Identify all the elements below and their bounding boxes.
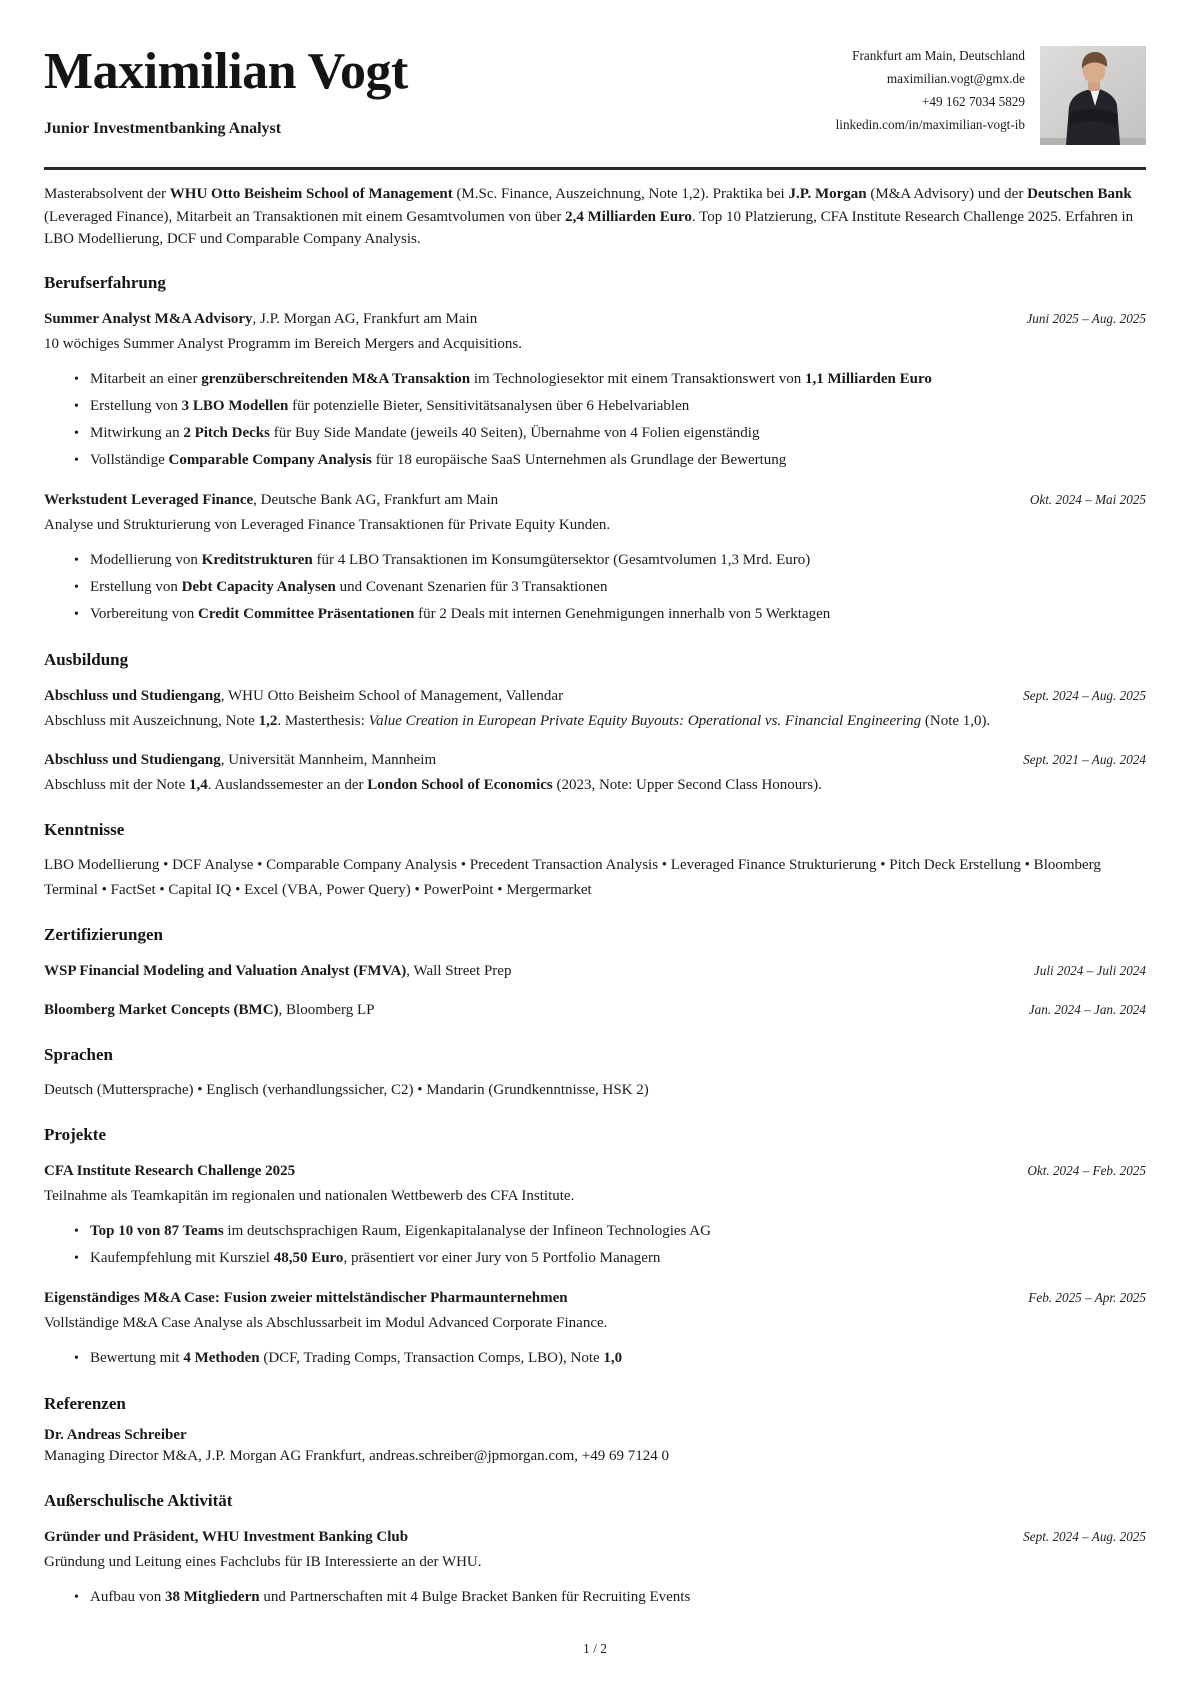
bullet-item: • Aufbau von 38 Mitgliedern und Partnerschaften mit 4 Bulge Bracket Banken für Recruiting Events [74,1584,1146,1611]
section-projects [44,1123,1146,1372]
entry-title: Summer Analyst M&A Advisory, J.P. Morgan AG, Frankfurt am Main [44,310,478,327]
entry-head [44,997,1146,1023]
entry-head [44,1285,1146,1311]
entry-title: Abschluss und Studiengang, WHU Otto Beisheim School of Management, Vallendar [44,687,564,704]
section-heading-references: Referenzen [44,1393,126,1413]
entry-title: CFA Institute Research Challenge 2025 [44,1162,296,1179]
entry-head [44,306,1146,332]
bullet-item: • Vollständige Comparable Company Analysis für 18 europäische SaaS Unternehmen als Grundlage der Bewertung [74,447,1146,474]
entry-head [44,487,1146,513]
languages-list: Deutsch (Muttersprache) • Englisch (verhandlungssicher, C2) • Mandarin (Grundkenntnisse, HSK 2) [44,1081,649,1098]
education-entry [44,747,1146,798]
bullet-item: • Erstellung von 3 LBO Modellen für potenzielle Bieter, Sensitivitätsanalysen über 6 Hebelvariablen [74,393,1146,420]
entry-head [44,1158,1146,1184]
section-heading-languages: Sprachen [44,1044,113,1064]
education-entry [44,683,1146,734]
entry-date: Okt. 2024 – Feb. 2025 [1027,1162,1146,1178]
entry-date: Okt. 2024 – Mai 2025 [1029,491,1146,507]
entry-subtitle: Analyse und Strukturierung von Leveraged Finance Transaktionen für Private Equity Kunden. [44,516,611,533]
contact-linkedin: linkedin.com/in/maximilian-vogt-ib [835,117,1025,132]
bullet-item: • Modellierung von Kreditstrukturen für 4 LBO Transaktionen im Konsumgütersektor (Gesamtvolumen 1,3 Mrd. Euro) [74,547,1146,574]
bullet-list [44,1345,1146,1372]
bullet-item: • Top 10 von 87 Teams im deutschsprachigen Raum, Eigenkapitalanalyse der Infineon Technologies AG [74,1218,1146,1245]
bullet-item: • Erstellung von Debt Capacity Analysen und Covenant Szenarien für 3 Transaktionen [74,574,1146,601]
entry-date: Juni 2025 – Aug. 2025 [1026,310,1146,326]
entry-subtitle: Teilnahme als Teamkapitän im regionalen und nationalen Wettbewerb des CFA Institute. [44,1187,575,1204]
entry-subtitle: Gründung und Leitung eines Fachclubs für IB Interessierte an der WHU. [44,1553,482,1570]
section-skills [44,818,1146,903]
reference-name: Dr. Andreas Schreiber [44,1426,187,1443]
entry-subtitle: Abschluss mit Auszeichnung, Note 1,2. Masterthesis: Value Creation in European Private Equity Buyouts: Operational vs. Financial Engineering (Note 1,0). [44,712,991,729]
entry-title: Gründer und Präsident, WHU Investment Banking Club [44,1528,409,1545]
profile-photo [1040,46,1146,145]
activity-entry [44,1524,1146,1611]
entry-head [44,958,1146,984]
entry-title: Eigenständiges M&A Case: Fusion zweier mittelständischer Pharmaunternehmen [44,1289,568,1306]
section-heading-certifications: Zertifizierungen [44,924,163,944]
bullet-item: • Mitwirkung an 2 Pitch Decks für Buy Side Mandate (jeweils 40 Seiten), Übernahme von 4 Folien eigenständig [74,420,1146,447]
entry-date: Juli 2024 – Juli 2024 [1033,962,1146,978]
contact-block [836,38,1025,136]
section-activities [44,1489,1146,1611]
page-indicator: 1 / 2 [582,1641,607,1656]
header [44,38,1146,145]
section-heading-activities: Außerschulische Aktivität [44,1490,233,1510]
section-heading-skills: Kenntnisse [44,819,125,839]
identity-block [44,38,836,138]
skills-list: LBO Modellierung • DCF Analyse • Comparable Company Analysis • Precedent Transaction Analysis • Leveraged Finance Strukturierung • Pitch Deck Erstellung • Bloomberg Terminal • FactSet • Capital IQ • Excel (VBA, Power Query) • PowerPoint • Mergermarket [44,856,1101,898]
entry-date: Sept. 2021 – Aug. 2024 [1023,751,1146,767]
bullet-item: • Kaufempfehlung mit Kursziel 48,50 Euro, präsentiert vor einer Jury von 5 Portfolio Managern [74,1245,1146,1272]
contact-phone: +49 162 7034 5829 [921,94,1025,109]
entry-subtitle: Abschluss mit der Note 1,4. Auslandssemester an der London School of Economics (2023, Note: Upper Second Class Honours). [44,776,822,793]
reference-detail: Managing Director M&A, J.P. Morgan AG Frankfurt, andreas.schreiber@jpmorgan.com, +49 69 7124 0 [44,1447,669,1464]
entry-subtitle: 10 wöchiges Summer Analyst Programm im Bereich Mergers and Acquisitions. [44,335,522,352]
bullet-list [44,366,1146,474]
entry-head [44,683,1146,709]
entry-head [44,1524,1146,1550]
summary-paragraph: Masterabsolvent der WHU Otto Beisheim School of Management (M.Sc. Finance, Auszeichnung, Note 1,2). Praktika bei J.P. Morgan (M&A Advisory) und der Deutschen Bank (Leveraged Finance), Mitarbeit an Transaktionen mit einem Gesamtvolumen von über 2,4 Milliarden Euro. Top 10 Platzierung, CFA Institute Research Challenge 2025. Erfahren in LBO Modellierung, DCF und Comparable Company Analysis. [44,186,1134,247]
certification-entry [44,997,1146,1023]
section-heading-experience: Berufserfahrung [44,272,166,292]
project-entry [44,1285,1146,1372]
bullet-item: • Bewertung mit 4 Methoden (DCF, Trading Comps, Transaction Comps, LBO), Note 1,0 [74,1345,1146,1372]
entry-head [44,747,1146,773]
bullet-item: • Vorbereitung von Credit Committee Präsentationen für 2 Deals mit internen Genehmigungen innerhalb von 5 Werktagen [74,601,1146,628]
section-experience [44,271,1146,628]
entry-date: Sept. 2024 – Aug. 2025 [1023,1528,1146,1544]
entry-date: Sept. 2024 – Aug. 2025 [1023,687,1146,703]
entry-subtitle: Vollständige M&A Case Analyse als Abschlussarbeit im Modul Advanced Corporate Finance. [44,1314,608,1331]
person-job-title: Junior Investmentbanking Analyst [44,120,282,138]
section-heading-projects: Projekte [44,1124,106,1144]
entry-title: Werkstudent Leveraged Finance, Deutsche Bank AG, Frankfurt am Main [44,491,499,508]
project-entry [44,1158,1146,1272]
reference-entry [44,1427,1146,1469]
contact-email: maximilian.vogt@gmx.de [886,71,1025,86]
bullet-list [44,547,1146,628]
entry-title: Bloomberg Market Concepts (BMC), Bloomberg LP [44,1001,375,1018]
header-divider [44,167,1146,170]
section-certifications [44,923,1146,1023]
experience-entry [44,487,1146,628]
certification-entry [44,958,1146,984]
contact-location: Frankfurt am Main, Deutschland [852,48,1025,63]
bullet-list [44,1218,1146,1272]
entry-date: Feb. 2025 – Apr. 2025 [1028,1289,1146,1305]
section-education [44,648,1146,798]
section-languages [44,1043,1146,1103]
entry-date: Jan. 2024 – Jan. 2024 [1028,1001,1146,1017]
bullet-item: • Mitarbeit an einer grenzüberschreitenden M&A Transaktion im Technologiesektor mit einem Transaktionswert von 1,1 Milliarden Euro [74,366,1146,393]
section-heading-education: Ausbildung [44,649,129,669]
experience-entry [44,306,1146,474]
entry-title: Abschluss und Studiengang, Universität Mannheim, Mannheim [44,751,437,768]
person-name: Maximilian Vogt [44,43,408,100]
section-references [44,1392,1146,1469]
entry-title: WSP Financial Modeling and Valuation Analyst (FMVA), Wall Street Prep [44,962,512,979]
bullet-list [44,1584,1146,1611]
